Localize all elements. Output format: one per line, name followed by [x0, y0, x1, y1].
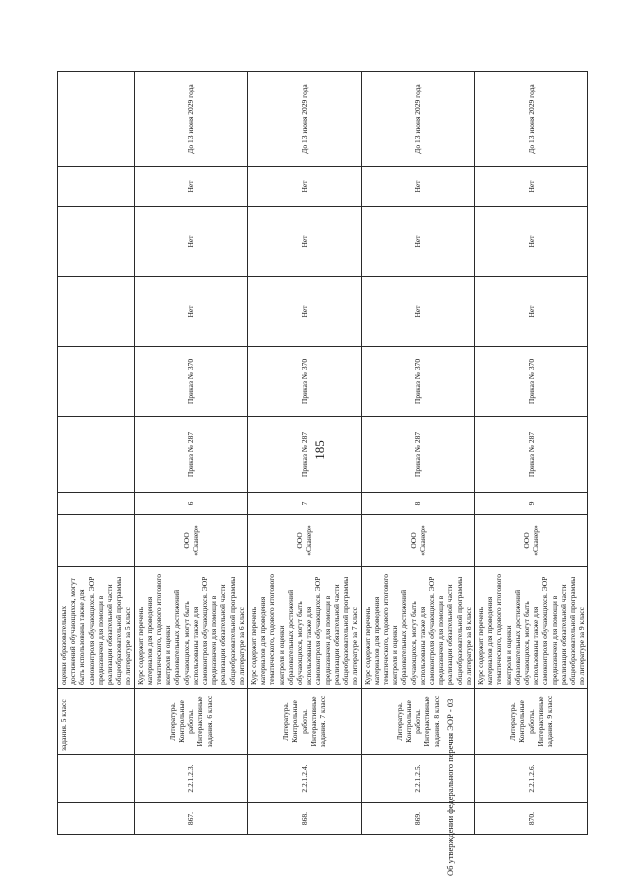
cell-flag2: [58, 207, 135, 277]
cell-grade: 9: [474, 493, 587, 515]
cell-org: [58, 515, 135, 567]
cell-name: Литература. Контрольные работы. Интерактивные задания. 9 класс: [474, 689, 587, 755]
cell-flag3: [58, 167, 135, 207]
cell-valid-until: До 13 июня 2029 года: [134, 72, 247, 167]
cell-order1: Приказ № 287: [361, 417, 474, 493]
table-row: [134, 72, 247, 835]
cell-num: 870.: [474, 803, 587, 835]
cell-order1: Приказ № 287: [134, 417, 247, 493]
cell-grade: 8: [361, 493, 474, 515]
cell-org: ООО «Сканер»: [361, 515, 474, 567]
cell-grade: 6: [134, 493, 247, 515]
cell-grade: [58, 493, 135, 515]
cell-num: [58, 803, 135, 835]
page-number: 185: [312, 440, 327, 460]
cell-flag2: Нет: [248, 207, 361, 277]
cell-code: [58, 755, 135, 803]
cell-description: Курс содержит перечень материалов для проведения тематического, годового итогового контроля и оценки образовательных достижений обучающихся, могут быть использованы также для самоконтроля обучающихся. ЭОР предназначен для помощи в реализации обязательной части общеобразовательной программы по литературе за 7 класс: [248, 567, 361, 689]
cell-order2: Приказ № 370: [474, 347, 587, 417]
cell-num: 869.: [361, 803, 474, 835]
cell-flag1: Нет: [474, 277, 587, 347]
cell-flag2: Нет: [361, 207, 474, 277]
cell-order1: Приказ № 287: [474, 417, 587, 493]
cell-description: оценки образовательных достижений обучающихся, могут быть использованы также для самоконтроля обучающихся. ЭОР предназначен для помощи в реализации обязательной части общеобразовательной программы по литературе за 5 класс: [58, 567, 135, 689]
cell-order1: [58, 417, 135, 493]
cell-name: Литература. Контрольные работы. Интерактивные задания. 6 класс: [134, 689, 247, 755]
cell-order2: Приказ № 370: [361, 347, 474, 417]
registry-table: [57, 71, 588, 835]
table-row: [58, 72, 135, 835]
cell-org: ООО «Сканер»: [248, 515, 361, 567]
table-row: [248, 72, 361, 835]
cell-flag1: Нет: [134, 277, 247, 347]
cell-org: ООО «Сканер»: [474, 515, 587, 567]
cell-flag3: Нет: [134, 167, 247, 207]
table-row: [361, 72, 474, 835]
cell-flag3: Нет: [248, 167, 361, 207]
cell-code: 2.2.1.2.6.: [474, 755, 587, 803]
cell-org: ООО «Сканер»: [134, 515, 247, 567]
registry-table-rotated: [57, 72, 587, 835]
cell-valid-until: До 13 июня 2029 года: [474, 72, 587, 167]
cell-flag2: Нет: [134, 207, 247, 277]
cell-name: Литература. Контрольные работы. Интерактивные задания. 8 класс: [361, 689, 474, 755]
cell-code: 2.2.1.2.5.: [361, 755, 474, 803]
cell-flag2: Нет: [474, 207, 587, 277]
cell-num: 868.: [248, 803, 361, 835]
cell-grade: 7: [248, 493, 361, 515]
cell-order2: Приказ № 370: [248, 347, 361, 417]
cell-valid-until: [58, 72, 135, 167]
cell-order2: Приказ № 370: [134, 347, 247, 417]
cell-flag1: [58, 277, 135, 347]
cell-order1: Приказ № 287: [248, 417, 361, 493]
cell-description: Курс содержит перечень материалов для проведения тематического, годового итогового контроля и оценки образовательных достижений обучающихся, могут быть использованы также для самоконтроля обучающихся. ЭОР предназначен для помощи в реализации обязательной части общеобразовательной программы по литературе за 9 класс: [474, 567, 587, 689]
cell-flag1: Нет: [361, 277, 474, 347]
cell-code: 2.2.1.2.4.: [248, 755, 361, 803]
cell-code: 2.2.1.2.3.: [134, 755, 247, 803]
cell-flag3: Нет: [474, 167, 587, 207]
cell-description: Курс содержит перечень материалов для проведения тематического, годового итогового контроля и оценки образовательных достижений обучающихся, могут быть использованы также для самоконтроля обучающихся. ЭОР предназначен для помощи в реализации обязательной части общеобразовательной программы по литературе за 6 класс: [134, 567, 247, 689]
cell-description: Курс содержит перечень материалов для проведения тематического, годового итогового контроля и оценки образовательных достижений обучающихся, могут быть использованы также для самоконтроля обучающихся. ЭОР предназначен для помощи в реализации обязательной части общеобразовательной программы по литературе за 8 класс: [361, 567, 474, 689]
cell-name: Литература. Контрольные работы. Интерактивные задания. 7 класс: [248, 689, 361, 755]
cell-order2: [58, 347, 135, 417]
table-row: [474, 72, 587, 835]
cell-flag1: Нет: [248, 277, 361, 347]
cell-valid-until: До 13 июня 2029 года: [248, 72, 361, 167]
cell-name: задания. 5 класс: [58, 689, 135, 755]
footer-note: Об утверждении федерального перечня ЭОР - 03: [445, 698, 455, 876]
cell-flag3: Нет: [361, 167, 474, 207]
cell-valid-until: До 13 июня 2029 года: [361, 72, 474, 167]
cell-num: 867.: [134, 803, 247, 835]
